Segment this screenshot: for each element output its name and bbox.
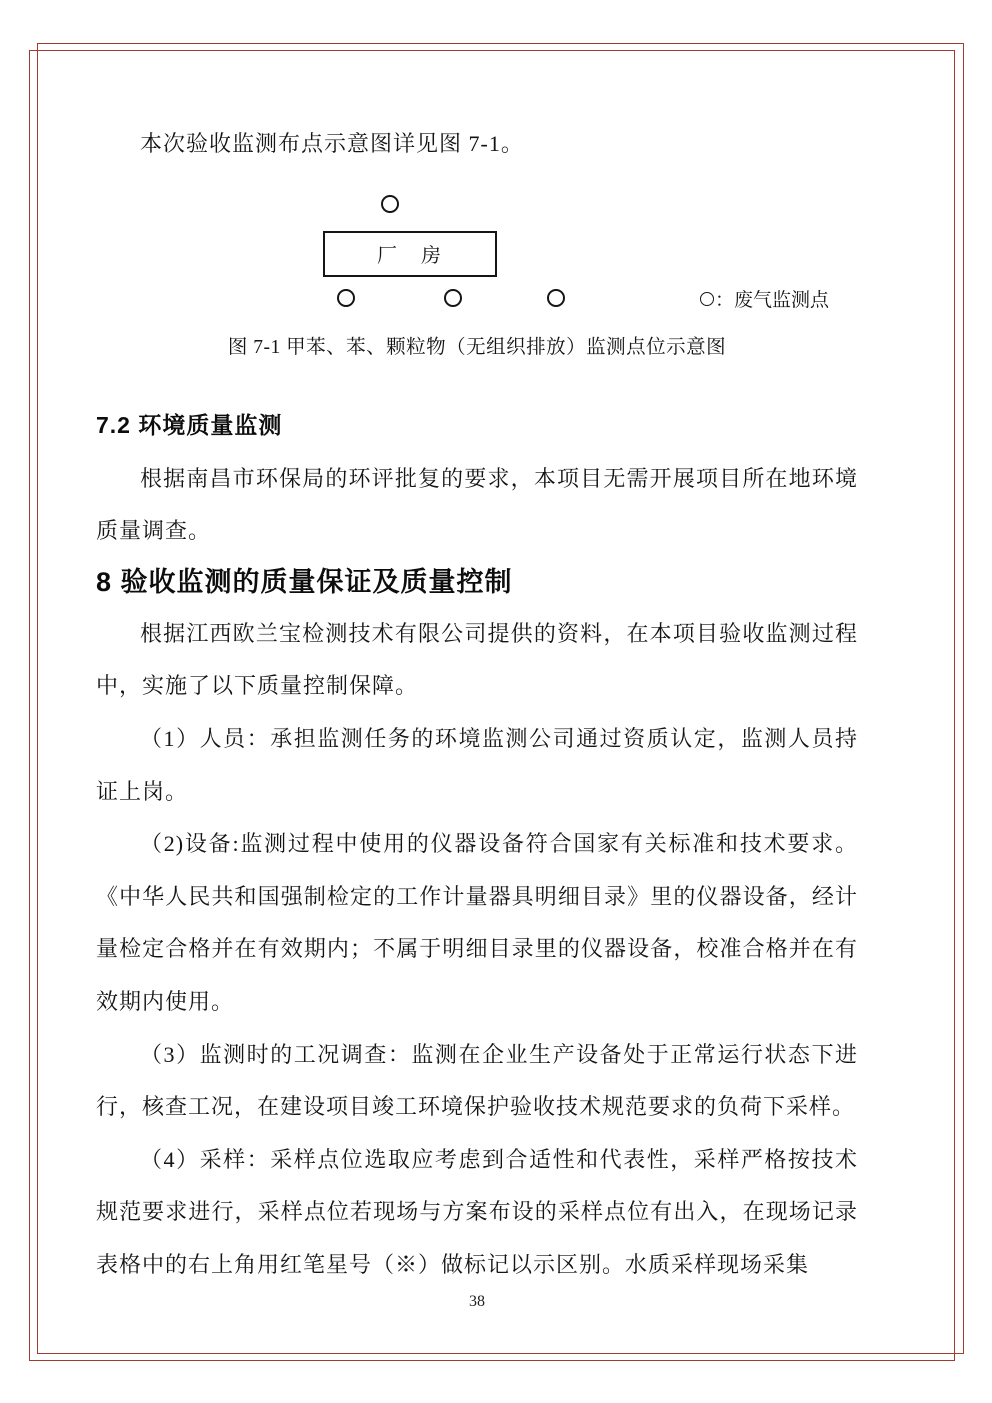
section-8-paragraph: （1）人员：承担监测任务的环境监测公司通过资质认定，监测人员持证上岗。 bbox=[96, 725, 858, 804]
monitor-point-circle-bottom-1 bbox=[337, 289, 355, 307]
diagram-legend bbox=[700, 288, 829, 310]
section-8-paragraph: （3）监测时的工况调查：监测在企业生产设备处于正常运行状态下进行，核查工况，在建设项目竣工环境保护验收技术规范要求的负荷下采样。 bbox=[96, 1041, 858, 1120]
section-8-paragraph: （2)设备:监测过程中使用的仪器设备符合国家有关标准和技术要求。《中华人民共和国强制检定的工作计量器具明细目录》里的仪器设备，经计量检定合格并在有效期内；不属于明细目录里的仪器设备，校准合格并在有效期内使用。 bbox=[96, 831, 858, 1014]
monitor-point-circle-top bbox=[381, 195, 399, 213]
figure-caption: 图 7-1 甲苯、苯、颗粒物（无组织排放）监测点位示意图 bbox=[227, 336, 727, 358]
section-7-2-heading: 7.2 环境质量监测 bbox=[96, 411, 283, 438]
monitor-point-circle-bottom-2 bbox=[444, 289, 462, 307]
factory-building-label: 厂 房 bbox=[377, 245, 443, 268]
factory-building-box bbox=[323, 231, 497, 277]
page-number: 38 bbox=[469, 1293, 485, 1310]
legend-label: ：废气监测点 bbox=[715, 290, 830, 312]
intro-paragraph: 本次验收监测布点示意图详见图 7-1。 bbox=[140, 131, 524, 156]
section-8-heading: 8 验收监测的质量保证及质量控制 bbox=[96, 566, 513, 597]
section-8-body bbox=[96, 608, 858, 1292]
section-7-2-paragraph: 根据南昌市环保局的环评批复的要求，本项目无需开展项目所在地环境质量调查。 bbox=[96, 465, 858, 544]
monitoring-points-diagram bbox=[96, 187, 858, 319]
section-8-paragraph: 根据江西欧兰宝检测技术有限公司提供的资料，在本项目验收监测过程中，实施了以下质量控制保障。 bbox=[96, 620, 858, 699]
exhaust-point-legend-icon bbox=[700, 292, 714, 306]
section-8-paragraph: （4）采样：采样点位选取应考虑到合适性和代表性，采样严格按技术规范要求进行，采样点位若现场与方案布设的采样点位有出入，在现场记录表格中的右上角用红笔星号（※）做标记以示区别。水质采样现场采集 bbox=[96, 1146, 858, 1277]
monitor-point-circle-bottom-3 bbox=[547, 289, 565, 307]
page-content bbox=[96, 118, 858, 1292]
